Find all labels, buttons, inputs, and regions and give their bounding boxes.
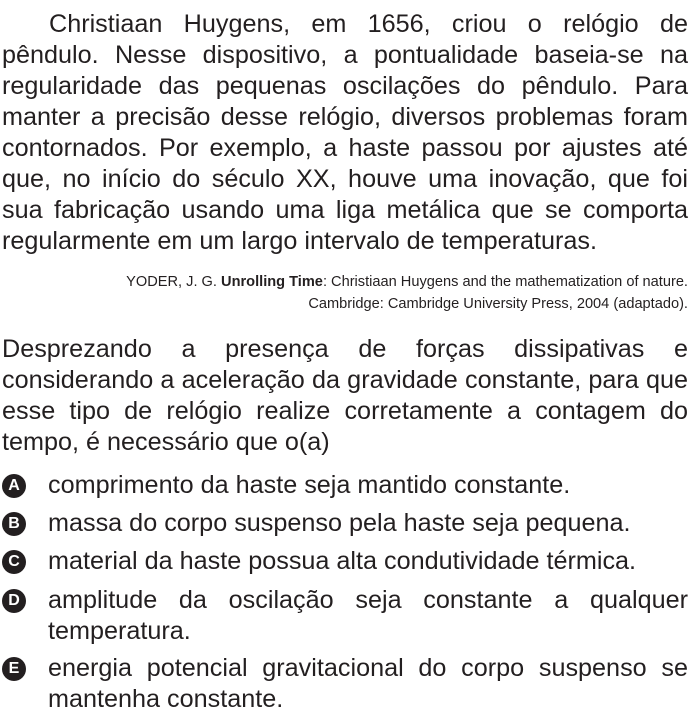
option-c-text: material da haste possua alta condutividade térmica. [48, 547, 637, 575]
option-e-letter-badge: E [2, 657, 26, 681]
option-d-text: amplitude da oscilação seja constante a qualquer temperatura. [48, 586, 688, 645]
question-stem: Desprezando a presença de forças dissipativas e considerando a aceleração da gravidade constante, para que esse tipo de relógio realize corretamente a contagem do tempo, é necessário que o(a) [2, 335, 688, 456]
option-b-letter-badge: B [2, 512, 26, 536]
option-e-text: energia potencial gravitacional do corpo suspenso se mantenha constante. [48, 654, 688, 713]
reference-publisher: Cambridge: Cambridge University Press, 2004 (adaptado). [308, 296, 688, 312]
option-a-text: comprimento da haste seja mantido constante. [48, 471, 571, 499]
reference-author: YODER, J. G. [126, 274, 217, 290]
option-d-letter-badge: D [2, 589, 26, 613]
option-a-letter-badge: A [2, 474, 26, 498]
reference-subtitle: : Christiaan Huygens and the mathematization of nature. [322, 274, 688, 290]
option-c-letter-badge: C [2, 550, 26, 574]
reference-title: Unrolling Time [221, 274, 323, 290]
text-block-paragraph: Christiaan Huygens, em 1656, criou o relógio de pêndulo. Nesse dispositivo, a pontualidade baseia-se na regularidade das pequenas oscilações do pêndulo. Para manter a precisão desse relógio, diversos problemas foram contornados. Por exemplo, a haste passou por ajustes até que, no início do século XX, houve uma inovação, que foi sua fabricação usando uma liga metálica que se comporta regularmente em um largo intervalo de temperaturas. [2, 10, 688, 255]
option-b-text: massa do corpo suspenso pela haste seja pequena. [48, 509, 631, 537]
reference-citation [28, 271, 688, 315]
